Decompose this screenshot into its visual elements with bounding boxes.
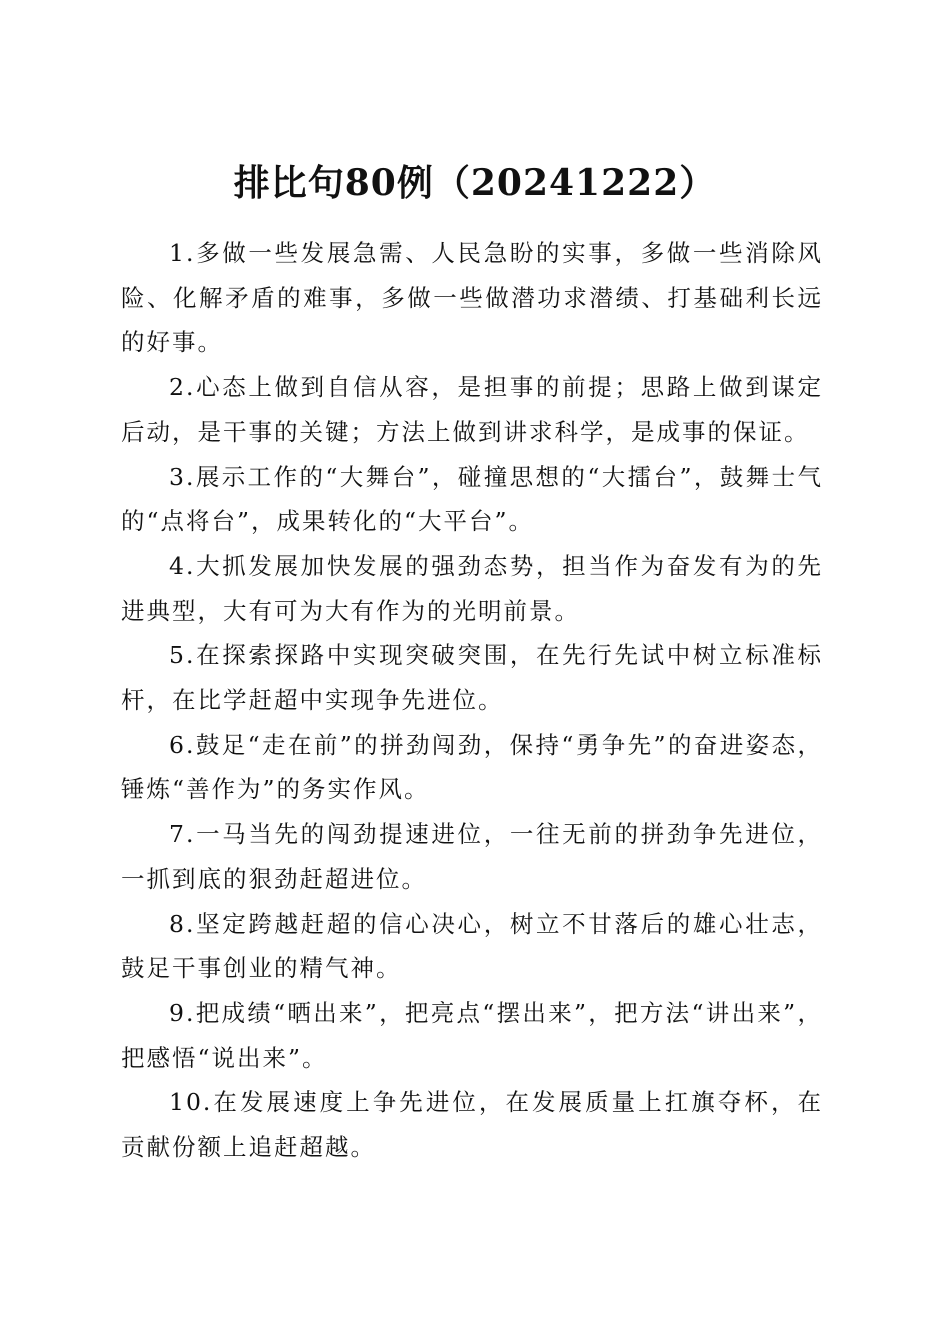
document-title: 排比句80例（20241222） xyxy=(233,162,717,205)
item-text: 展示工作的“大舞台”，碰撞思想的“大擂台”，鼓舞士气的“点将台”，成果转化的“大平台”。 xyxy=(121,462,823,536)
item-text: 心态上做到自信从容，是担事的前提；思路上做到谋定后动，是干事的关键；方法上做到讲求科学，是成事的保证。 xyxy=(121,373,823,446)
document-body xyxy=(121,231,823,1170)
item-text: 大抓发展加快发展的强劲态势，担当作为奋发有为的先进典型，大有可为大有作为的光明前景。 xyxy=(121,551,823,625)
list-item xyxy=(121,455,823,544)
list-item xyxy=(121,365,823,454)
item-number: 9. xyxy=(169,998,196,1027)
item-text: 一马当先的闯劲提速进位，一往无前的拼劲争先进位，一抓到底的狠劲赶超进位。 xyxy=(121,820,823,893)
list-item xyxy=(121,544,823,633)
item-number: 8. xyxy=(169,909,196,938)
list-item xyxy=(121,902,823,991)
list-item xyxy=(121,991,823,1080)
item-text: 鼓足“走在前”的拼劲闯劲，保持“勇争先”的奋进姿态，锤炼“善作为”的务实作风。 xyxy=(121,730,823,804)
item-number: 2. xyxy=(169,373,196,402)
item-text: 在发展速度上争先进位，在发展质量上扛旗夺杯，在贡献份额上追赶超越。 xyxy=(121,1088,823,1162)
item-text: 把成绩“晒出来”，把亮点“摆出来”，把方法“讲出来”，把感悟“说出来”。 xyxy=(121,998,823,1072)
item-number: 1. xyxy=(169,239,196,267)
item-number: 3. xyxy=(169,462,196,491)
item-number: 5. xyxy=(169,641,196,670)
item-number: 4. xyxy=(169,551,196,580)
item-text: 坚定跨越赶超的信心决心，树立不甘落后的雄心壮志，鼓足干事创业的精气神。 xyxy=(121,909,823,983)
item-number: 6. xyxy=(169,730,196,759)
list-item xyxy=(121,723,823,812)
item-text: 在探索探路中实现突破突围，在先行先试中树立标准标杆，在比学赶超中实现争先进位。 xyxy=(121,641,823,715)
item-number: 7. xyxy=(169,820,196,849)
list-item xyxy=(121,231,823,365)
item-text: 多做一些发展急需、人民急盼的实事，多做一些消除风险、化解矛盾的难事，多做一些做潜功求潜绩、打基础利长远的好事。 xyxy=(121,239,823,357)
item-number: 10. xyxy=(169,1088,213,1117)
list-item xyxy=(121,633,823,722)
list-item xyxy=(121,812,823,901)
list-item xyxy=(121,1080,823,1169)
